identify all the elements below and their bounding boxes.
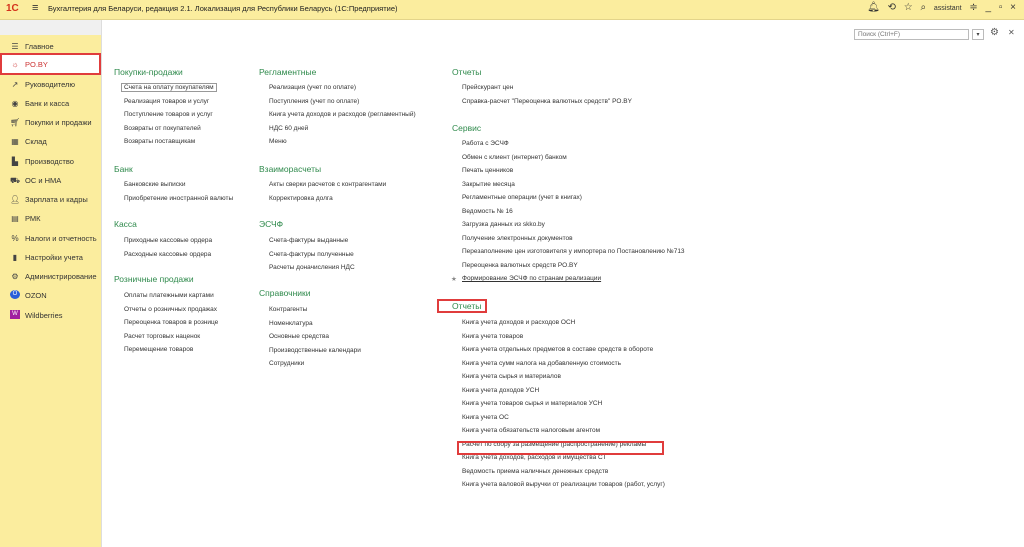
book-icon: ▮ [12, 253, 18, 262]
gear-icon[interactable]: ⚙ [990, 27, 999, 38]
menu-link[interactable]: Счета-фактуры полученные [269, 250, 354, 258]
menu-link[interactable]: Возвраты поставщикам [124, 138, 196, 145]
sidebar-item-11[interactable] [0, 229, 101, 248]
section-title: Взаиморасчеты [259, 164, 322, 174]
sidebar-item-label: Производство [25, 157, 74, 166]
settings-menu-icon[interactable]: ≑ [969, 2, 978, 13]
menu-link[interactable]: Меню [269, 138, 287, 145]
menu-link[interactable]: Формирование ЭСЧФ по странам реализации [462, 275, 602, 282]
menu-link[interactable]: Работа с ЭСЧФ [462, 140, 509, 147]
sidebar-item-label: OZON [25, 291, 47, 300]
sidebar-item-10[interactable] [0, 209, 101, 228]
search-dropdown-icon[interactable]: ▾ [972, 29, 984, 40]
menu-link[interactable]: Загрузка данных из skko.by [462, 221, 545, 228]
menu-link[interactable]: Перемещение товаров [124, 346, 194, 353]
section-title: Банк [114, 164, 133, 174]
sidebar-item-15[interactable] [0, 306, 101, 325]
menu-link[interactable]: Ведомость приема наличных денежных средств [462, 467, 609, 475]
highlight-box-advertising-fee [457, 441, 664, 455]
menu-link[interactable]: Книга учета валовой выручки от реализации товаров (работ, услуг) [462, 481, 665, 488]
menu-link[interactable]: Расчет торговых наценок [124, 332, 201, 340]
menu-link[interactable]: Справка-расчет "Переоценка валютных средств" PO.BY [462, 97, 632, 105]
menu-link[interactable]: Прейскурант цен [462, 84, 514, 91]
highlight-box-reports [437, 299, 487, 313]
sidebar [0, 20, 101, 547]
menu-link[interactable]: Получение электронных документов [462, 234, 573, 242]
sidebar-item-label: ОС и НМА [25, 176, 62, 185]
menu-link[interactable]: Поступления (учет по оплате) [269, 97, 360, 105]
menu-link[interactable]: НДС 60 дней [269, 124, 309, 132]
maximize-icon[interactable]: ▫ [998, 2, 1003, 13]
gear-icon: ⚙ [11, 272, 19, 281]
menu-link[interactable]: Регламентные операции (учет в книгах) [462, 194, 582, 201]
warehouse-icon: ▦ [11, 137, 19, 146]
menu-link[interactable]: Производственные календари [269, 346, 361, 354]
search-input[interactable] [854, 29, 969, 40]
menu-link[interactable]: Перезаполнение цен изготовителя у импортера по Постановлению №713 [462, 248, 685, 255]
section-title: ЭСЧФ [259, 219, 284, 229]
menu-link[interactable]: Книга учета товаров [462, 332, 524, 340]
section-title: Регламентные [259, 67, 317, 77]
menu-link[interactable]: Переоценка валютных средств PO.BY [462, 261, 578, 269]
trend-icon: ↗ [11, 80, 19, 89]
ozon-icon: O [10, 290, 20, 299]
menu-link[interactable]: Счета на оплату покупателям [121, 83, 217, 92]
menu-link[interactable]: Расходные кассовые ордера [124, 250, 212, 258]
sidebar-item-12[interactable] [0, 248, 101, 267]
factory-icon: ▙ [11, 157, 19, 166]
sidebar-item-label: Главное [25, 42, 54, 51]
sidebar-top-strip [0, 20, 101, 35]
menu-link[interactable]: Ведомость № 16 [462, 207, 513, 215]
section-title: Отчеты [452, 67, 482, 77]
menu-link[interactable]: Поступление товаров и услуг [124, 111, 213, 118]
menu-link[interactable]: Сотрудники [269, 360, 305, 367]
percent-icon: % [11, 234, 19, 243]
menu-link[interactable]: Акты сверки расчетов с контрагентами [269, 181, 387, 188]
cart-icon: 🛒︎ [10, 118, 21, 127]
section-title: Покупки-продажи [114, 67, 183, 77]
hamburger-menu-icon[interactable]: ≡ [32, 2, 39, 14]
menu-link[interactable]: Книга учета доходов, расходов и имущества СТ [462, 454, 607, 461]
sidebar-item-5[interactable] [0, 113, 101, 132]
menu-link[interactable]: Возвраты от покупателей [124, 124, 201, 132]
menu-link[interactable]: Книга учета доходов и расходов ОСН [462, 319, 576, 326]
menu-link[interactable]: Приходные кассовые ордера [124, 237, 213, 244]
section-title: Розничные продажи [114, 274, 194, 284]
close-icon[interactable]: ✕ [1008, 28, 1015, 37]
app-logo: 1С [6, 3, 19, 14]
bell-icon[interactable]: 🔔︎ [867, 2, 880, 13]
wildberries-icon: W [10, 310, 20, 319]
menu-link[interactable]: Книга учета сырья и материалов [462, 373, 561, 380]
history-icon[interactable]: ⟲ [887, 2, 896, 13]
title-bar-controls [862, 2, 1016, 13]
highlight-box-poby [0, 53, 101, 75]
menu-link[interactable]: Книга учета доходов УСН [462, 386, 540, 394]
menu-link[interactable]: Приобретение иностранной валюты [124, 194, 234, 202]
window-title: Бухгалтерия для Беларуси, редакция 2.1. Локализация для Республики Беларусь (1С:Предприятие) [48, 4, 398, 13]
menu-link[interactable]: Печать ценников [462, 167, 514, 174]
menu-icon: ☰ [11, 42, 19, 51]
sidebar-item-label: Wildberries [25, 311, 63, 320]
sidebar-item-13[interactable] [0, 267, 101, 286]
title-bar [0, 0, 1024, 20]
minimize-icon[interactable]: _ [985, 2, 992, 13]
main-panel [101, 20, 1024, 547]
coins-icon: ◉ [11, 99, 19, 108]
favorite-star-icon[interactable]: ★ [451, 276, 457, 283]
truck-icon: ⛟ [10, 176, 21, 185]
sidebar-item-label: Администрирование [25, 272, 97, 281]
sidebar-item-6[interactable] [0, 132, 101, 151]
sidebar-item-label: Банк и касса [25, 99, 70, 108]
person-icon: 👤︎ [10, 195, 21, 204]
menu-link[interactable]: Оплаты платежными картами [124, 292, 214, 299]
sidebar-item-label: Склад [25, 137, 47, 146]
user-name[interactable]: assistant [933, 5, 962, 12]
menu-link[interactable]: Книга учета доходов и расходов (регламентный) [269, 111, 416, 118]
section-title: Касса [114, 219, 137, 229]
sidebar-item-label: РМК [25, 214, 41, 223]
sidebar-item-7[interactable] [0, 152, 101, 171]
menu-link[interactable]: Счета-фактуры выданные [269, 237, 349, 244]
sidebar-item-label: Покупки и продажи [25, 118, 92, 127]
sidebar-item-9[interactable] [0, 190, 101, 209]
menu-link[interactable]: Отчеты о розничных продажах [124, 305, 217, 313]
menu-link[interactable]: Расчеты доначисления НДС [269, 264, 355, 271]
menu-link[interactable]: Номенклатура [269, 319, 313, 327]
section-title: Отчеты [452, 301, 482, 311]
sidebar-item-label: Налоги и отчетность [25, 234, 97, 243]
sidebar-item-label: Зарплата и кадры [25, 195, 88, 204]
close-window-icon[interactable]: × [1010, 2, 1016, 13]
menu-link[interactable]: Книга учета отдельных предметов в составе средств в обороте [462, 346, 654, 353]
menu-link[interactable]: Корректировка долга [269, 194, 333, 202]
menu-link[interactable]: Книга учета сумм налога на добавленную стоимость [462, 359, 622, 367]
register-icon: ▤ [11, 214, 19, 223]
sidebar-item-8[interactable] [0, 171, 101, 190]
menu-link[interactable]: Обмен с клиент (интернет) банком [462, 153, 567, 161]
menu-link[interactable]: Расчет по сбору за размещение (распространение) рекламы [462, 440, 647, 448]
menu-link[interactable]: Контрагенты [269, 306, 308, 313]
menu-link[interactable]: Книга учета товаров сырья и материалов УСН [462, 400, 603, 407]
menu-link[interactable]: Книга учета ОС [462, 413, 509, 421]
sidebar-item-3[interactable] [0, 75, 101, 94]
sidebar-item-label: Руководителю [25, 80, 76, 89]
sun-icon: ☼ [11, 60, 19, 69]
menu-link[interactable]: Реализация товаров и услуг [124, 97, 210, 105]
menu-link[interactable]: Банковские выписки [124, 181, 186, 188]
sidebar-item-4[interactable] [0, 94, 101, 113]
menu-link[interactable]: Основные средства [269, 333, 329, 340]
sidebar-item-14[interactable] [0, 286, 101, 305]
star-icon[interactable]: ☆ [903, 2, 913, 13]
section-title: Справочники [259, 288, 311, 298]
sidebar-item-label: PO.BY [25, 60, 48, 69]
menu-link[interactable]: Реализация (учет по оплате) [269, 84, 356, 91]
menu-link[interactable]: Закрытие месяца [462, 180, 515, 188]
sidebar-item-label: Настройки учета [25, 253, 83, 262]
search-icon[interactable]: ⌕ [920, 2, 927, 13]
section-title: Сервис [452, 123, 482, 133]
menu-link[interactable]: Переоценка товаров в рознице [124, 319, 219, 326]
menu-link[interactable]: Книга учета обязательств налоговым агентом [462, 427, 601, 434]
